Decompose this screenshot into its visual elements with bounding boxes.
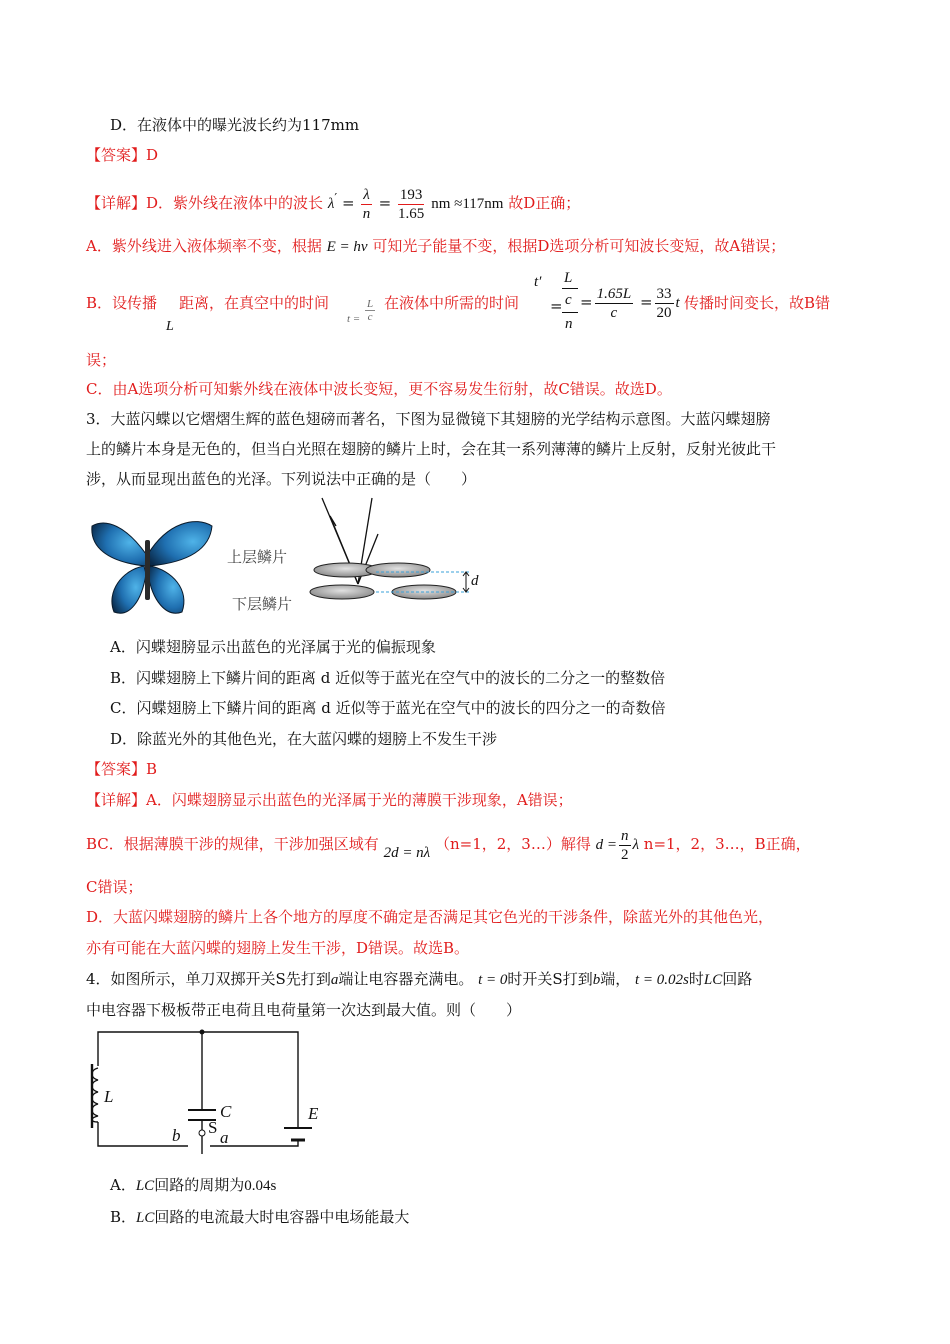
text: A．紫外线进入液体频率不变，根据 bbox=[86, 237, 322, 255]
label-d: d bbox=[471, 573, 479, 589]
q4-stem-line2: 中电容器下极板带正电荷且电荷量第一次达到最大值。则（ ） bbox=[86, 1001, 522, 1019]
formula-d-frac: d = $\frac{n}{2}$ λ bbox=[595, 827, 639, 863]
frac-193: $\frac{193}{1.65}$ bbox=[398, 186, 425, 222]
q3-option-d: D．除蓝光外的其他色光，在大蓝闪蝶的翅膀上不发生干涉 bbox=[110, 730, 498, 748]
q3-detail-bc bbox=[86, 822, 811, 867]
label-capacitor: C bbox=[220, 1102, 232, 1121]
text: 可知光子能量不变，根据D选项分析可知波长变短，故A错误； bbox=[372, 237, 786, 255]
frac-lambda-n: $\frac{\lambda}{n}$ bbox=[362, 186, 371, 222]
q2-detail-b-mid bbox=[179, 293, 329, 313]
q4-option-a bbox=[110, 1175, 276, 1196]
formula-e-hv: E = hν bbox=[326, 239, 368, 255]
q2-detail-d: 【详解】D．紫外线在液体中的波长 λ′ = $\frac{\lambda}{n}$ = $\frac{193}{1.65}$ nm ≈117nm 故D正确； bbox=[86, 186, 581, 222]
upper-scale-right bbox=[366, 563, 430, 577]
text: A． bbox=[110, 1176, 136, 1194]
text: 端， bbox=[600, 970, 631, 988]
q2-detail-b-wrap: 误； bbox=[86, 351, 117, 369]
q3-answer: 【答案】B bbox=[86, 760, 158, 778]
label-lower-scale: 下层鳞片 bbox=[232, 595, 293, 613]
q2-detail-a bbox=[86, 236, 785, 257]
label-upper-scale: 上层鳞片 bbox=[227, 548, 288, 566]
label-switch: S bbox=[208, 1118, 218, 1137]
t2-formula: t′ bbox=[534, 274, 542, 290]
q4-stem-line1 bbox=[86, 969, 752, 990]
text: 端让电容器充满电。 bbox=[338, 970, 474, 988]
q2-answer: 【答案】D bbox=[86, 146, 159, 164]
q3-detail-d-line1: D．大蓝闪蝶翅膀的鳞片上各个地方的厚度不确定是否满足其它色光的干涉条件，除蓝光外的其他色光， bbox=[86, 908, 774, 926]
q2-detail-b-pre bbox=[86, 293, 157, 313]
butterfly-image bbox=[92, 522, 212, 614]
text: （n=1，2，3…）解得 bbox=[434, 835, 591, 853]
q2-option-d: D．在液体中的曝光波长约为117mm bbox=[110, 116, 360, 134]
q3-option-c: C．闪蝶翅膀上下鳞片间的距离 d 近似等于蓝光在空气中的波长的四分之一的奇数倍 bbox=[110, 699, 666, 717]
eq-sign: = bbox=[341, 194, 355, 212]
period-value: 0.04s bbox=[244, 1178, 277, 1194]
t-002: t = 0.02s bbox=[635, 972, 689, 988]
label-terminal-b: b bbox=[172, 1126, 181, 1145]
q3-detail-d-line2: 亦有可能在大蓝闪蝶的翅膀上发生干涉，D错误。故选B。 bbox=[86, 939, 470, 957]
q3-detail-c-wrong: C错误； bbox=[86, 878, 143, 896]
formula-2d-nlambda: 2d = nλ bbox=[383, 845, 431, 861]
text: 时开关S打到 bbox=[507, 970, 593, 988]
detail-text: 【详解】D．紫外线在液体中的波长 bbox=[86, 194, 324, 212]
q3-option-b: B．闪蝶翅膀上下鳞片间的距离 d 近似等于蓝光在空气中的波长的二分之一的整数倍 bbox=[110, 669, 666, 687]
var-LC: LC bbox=[703, 972, 723, 988]
q4-option-b bbox=[110, 1207, 409, 1228]
lambda-symbol: λ bbox=[327, 196, 335, 212]
text: 距离，在真空中的时间 bbox=[179, 294, 330, 312]
var-b: b bbox=[592, 972, 601, 988]
text: BC．根据薄膜干涉的规律，干涉加强区域有 bbox=[86, 835, 379, 853]
q3-stem-line3: 涉，从而显现出蓝色的光泽。下列说法中正确的是（ ） bbox=[86, 470, 477, 488]
q3-stem-line1: 3．大蓝闪蝶以它熠熠生辉的蓝色翅磅而著名，下图为显微镜下其翅膀的光学结构示意图。大蓝闪蝶翅膀 bbox=[86, 410, 771, 428]
text: 回路 bbox=[722, 970, 753, 988]
text: B． bbox=[110, 1208, 137, 1226]
q2-detail-c: C．由A选项分析可知紫外线在液体中波长变短，更不容易发生衍射，故C错误。故选D。 bbox=[86, 380, 672, 398]
t-eq-small: t = $\frac{L}{c}$ bbox=[347, 298, 374, 326]
switch-pivot bbox=[199, 1130, 205, 1136]
text: n=1，2，3…，B正确， bbox=[643, 835, 811, 853]
text: 回路的周期为 bbox=[154, 1176, 245, 1194]
label-battery: E bbox=[308, 1104, 319, 1123]
text: B．设传播 bbox=[86, 294, 158, 312]
var-L: L bbox=[166, 319, 174, 334]
text: 回路的电流最大时电容器中电场能最大 bbox=[154, 1208, 410, 1226]
var-a: a bbox=[330, 972, 339, 988]
var-LC: LC bbox=[136, 1210, 155, 1226]
text: 时 bbox=[688, 970, 704, 988]
detail-suffix: 故D正确； bbox=[508, 194, 581, 212]
q3-stem-line2: 上的鳞片本身是无色的，但当白光照在翅膀的鳞片上时，会在其一系列薄薄的鳞片上反射，反射光彼此干 bbox=[86, 440, 777, 458]
t-zero: t = 0 bbox=[478, 972, 508, 988]
frac-165L: = $\frac{1.65L}{c}$ = $\frac{33}{20}$ t bbox=[580, 285, 680, 321]
q2-detail-b-mid2: 在液体中所需的时间 bbox=[384, 294, 520, 312]
q2-detail-b-post: 传播时间变长，故B错 bbox=[684, 294, 831, 312]
q3-detail-a: 【详解】A．闪蝶翅膀显示出蓝色的光泽属于光的薄膜干涉现象，A错误； bbox=[86, 791, 573, 809]
q3-option-a: A．闪蝶翅膀显示出蓝色的光泽属于光的偏振现象 bbox=[110, 638, 436, 656]
var-LC: LC bbox=[135, 1178, 155, 1194]
label-inductor: L bbox=[104, 1087, 114, 1106]
label-terminal-a: a bbox=[220, 1128, 229, 1147]
nm-value: nm ≈117nm bbox=[431, 196, 504, 212]
lc-circuit-diagram bbox=[80, 1024, 340, 1160]
lower-scale-left bbox=[310, 585, 374, 599]
text: 4．如图所示，单刀双掷开关S先打到 bbox=[86, 970, 331, 988]
